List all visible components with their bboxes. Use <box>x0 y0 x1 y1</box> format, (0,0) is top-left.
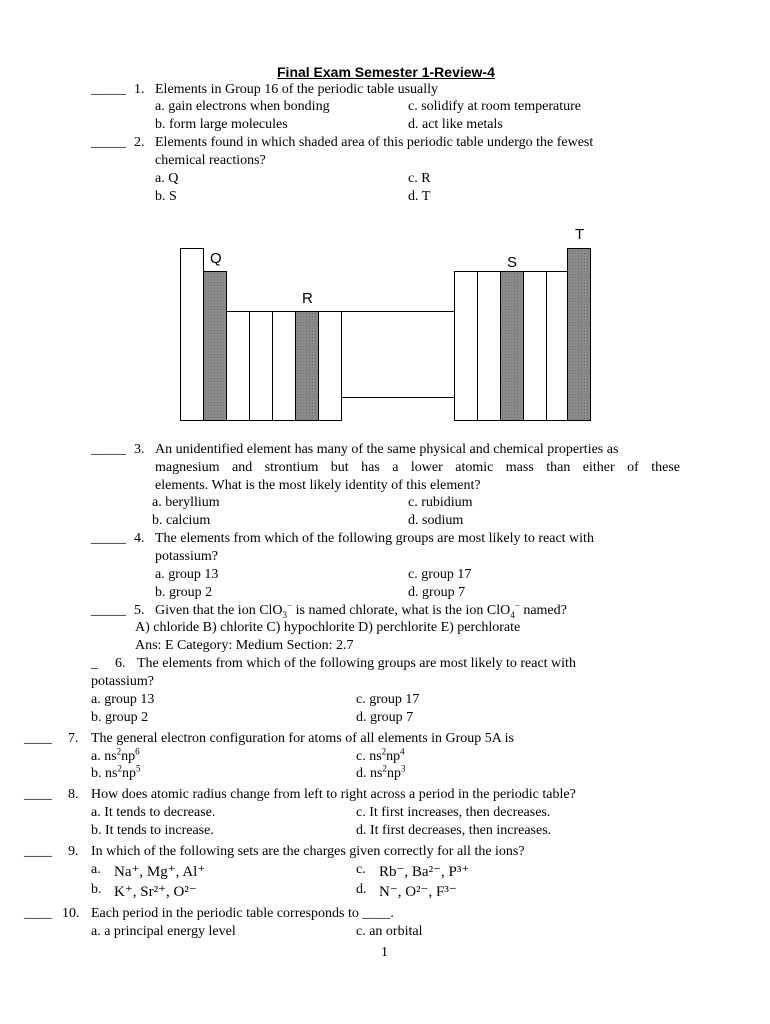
p-block-column <box>546 271 568 421</box>
choice-b: K⁺, Sr²⁺, O²⁻ <box>114 884 197 900</box>
choice-a <box>91 746 140 765</box>
choice-a: a. a principal energy level <box>91 924 236 939</box>
text-part: is named chlorate, what is the ion ClO <box>292 603 511 618</box>
question-text: Elements in Group 16 of the periodic table usually <box>155 82 439 97</box>
subscript: 4 <box>510 609 515 620</box>
answer-blank: _____ <box>91 135 126 150</box>
question-number: 10. <box>62 906 80 921</box>
answer-blank: _ <box>91 656 98 671</box>
answer-key: Ans: E Category: Medium Section: 2.7 <box>135 638 354 653</box>
superscript: − <box>287 600 293 611</box>
choice-b: b. It tends to increase. <box>91 823 214 838</box>
choice-c: c. group 17 <box>356 692 420 707</box>
question-text: In which of the following sets are the charges given correctly for all the ions? <box>91 844 525 859</box>
question-text-line-2: potassium? <box>155 549 218 564</box>
superscript: 4 <box>400 746 405 757</box>
text-part: c. ns <box>356 749 382 764</box>
text-part: d. ns <box>356 766 383 781</box>
choice-b: b. form large molecules <box>155 117 288 132</box>
choice-b: b. group 2 <box>155 585 213 600</box>
transition-column <box>226 311 250 421</box>
label-r: R <box>302 290 313 307</box>
question-number: 4. <box>134 531 145 546</box>
choice-a: a. group 13 <box>91 692 155 707</box>
choice-d: d. It first decreases, then increases. <box>356 823 552 838</box>
choice-c: c. It first increases, then decreases. <box>356 805 551 820</box>
choice-b: b. S <box>155 189 177 204</box>
choice-a: a. group 13 <box>155 567 219 582</box>
answer-blank: ____ <box>24 731 52 746</box>
question-number: 6. <box>115 656 126 671</box>
text-part: named? <box>519 603 567 618</box>
choice-b <box>91 763 141 782</box>
choice-a: a. beryllium <box>152 495 220 510</box>
superscript: 6 <box>135 746 140 757</box>
group-1-column <box>180 248 204 421</box>
answer-blank: ____ <box>24 844 52 859</box>
transition-column <box>249 311 273 421</box>
question-text <box>155 600 567 620</box>
question-text-line-1: An unidentified element has many of the same physical and chemical properties as <box>155 442 619 457</box>
p-block-column <box>523 271 547 421</box>
choice-b: b. group 2 <box>91 710 149 725</box>
choice-d: d. group 7 <box>356 710 414 725</box>
question-number: 2. <box>134 135 145 150</box>
choice-d: d. sodium <box>408 513 464 528</box>
question-text: How does atomic radius change from left to right across a period in the periodic table? <box>91 787 576 802</box>
choice-d <box>356 763 406 782</box>
choice-d-label: d. <box>356 882 367 897</box>
superscript: − <box>514 600 520 611</box>
answer-blank: _____ <box>91 531 126 546</box>
p-block-column <box>477 271 501 421</box>
p-block-column-s <box>500 271 524 421</box>
noble-gas-column-t <box>567 248 591 421</box>
answer-blank: ____ <box>24 787 52 802</box>
question-number: 8. <box>68 787 79 802</box>
text-part: np <box>386 766 401 781</box>
choice-c: c. group 17 <box>408 567 472 582</box>
label-s: S <box>507 254 518 271</box>
question-number: 9. <box>68 844 79 859</box>
text-part: a. ns <box>91 749 117 764</box>
text-part: b. ns <box>91 766 118 781</box>
choice-a-label: a. <box>91 862 101 877</box>
question-text: The general electron configuration for atoms of all elements in Group 5A is <box>91 731 514 746</box>
answer-blank: _____ <box>91 603 126 618</box>
answer-blank: ____ <box>24 906 52 921</box>
transition-column <box>272 311 296 421</box>
superscript: 3 <box>400 763 406 774</box>
superscript: 5 <box>135 763 141 774</box>
choice-c: c. solidify at room temperature <box>408 99 581 114</box>
choice-d: d. T <box>408 189 431 204</box>
label-q: Q <box>210 250 222 267</box>
choice-b: b. calcium <box>152 513 211 528</box>
superscript: 2 <box>116 746 122 757</box>
choice-c: Rb⁻, Ba²⁻, P³⁺ <box>379 864 470 880</box>
question-text: Each period in the periodic table corresponds to ____. <box>91 906 394 921</box>
choice-d: d. group 7 <box>408 585 466 600</box>
answer-blank: _____ <box>91 82 126 97</box>
answer-blank: _____ <box>91 442 126 457</box>
choice-a: a. Q <box>155 171 179 186</box>
label-t: T <box>575 226 585 243</box>
question-number: 7. <box>68 731 79 746</box>
question-text-line-2: magnesium and strontium but has a lower atomic mass than either of these <box>155 460 680 475</box>
question-text-line-2: chemical reactions? <box>155 153 266 168</box>
choice-c: c. R <box>408 171 431 186</box>
choice-c: c. an orbital <box>356 924 423 939</box>
choice-d: N⁻, O²⁻, F³⁻ <box>379 884 457 900</box>
choice-a: Na⁺, Mg⁺, Al⁺ <box>114 864 206 880</box>
superscript: 2 <box>381 746 387 757</box>
question-text-line-2: potassium? <box>91 674 154 689</box>
group-2-column-q <box>203 271 227 421</box>
question-number: 3. <box>134 442 145 457</box>
subscript: 3 <box>282 609 288 620</box>
question-text-line-1: Elements found in which shaded area of this periodic table undergo the fewest <box>155 135 594 150</box>
question-number: 5. <box>134 603 145 618</box>
superscript: 2 <box>117 763 122 774</box>
page-number: 1 <box>381 945 388 960</box>
choice-d: d. act like metals <box>408 117 503 132</box>
choice-a: a. It tends to decrease. <box>91 805 216 820</box>
transition-middle <box>341 311 455 398</box>
page-title: Final Exam Semester 1-Review-4 <box>277 64 495 80</box>
answer-options: A) chloride B) chlorite C) hypochlorite D) perchlorite E) perchlorate <box>135 620 521 635</box>
choice-a: a. gain electrons when bonding <box>155 99 330 114</box>
choice-c <box>356 746 405 765</box>
choice-b-label: b. <box>91 882 102 897</box>
text-part: np <box>386 749 401 764</box>
superscript: 2 <box>382 763 387 774</box>
choice-c: c. rubidium <box>408 495 473 510</box>
question-text-line-1: The elements from which of the following groups are most likely to react with <box>137 656 576 671</box>
choice-c-label: c. <box>356 862 366 877</box>
text-part: np <box>121 749 136 764</box>
question-text-line-3: elements. What is the most likely identity of this element? <box>155 478 481 493</box>
text-part: np <box>121 766 136 781</box>
transition-column-r <box>295 311 319 421</box>
text-part: Given that the ion ClO <box>155 603 283 618</box>
p-block-column <box>454 271 478 421</box>
transition-column <box>318 311 342 421</box>
question-number: 1. <box>134 82 145 97</box>
question-text-line-1: The elements from which of the following groups are most likely to react with <box>155 531 594 546</box>
